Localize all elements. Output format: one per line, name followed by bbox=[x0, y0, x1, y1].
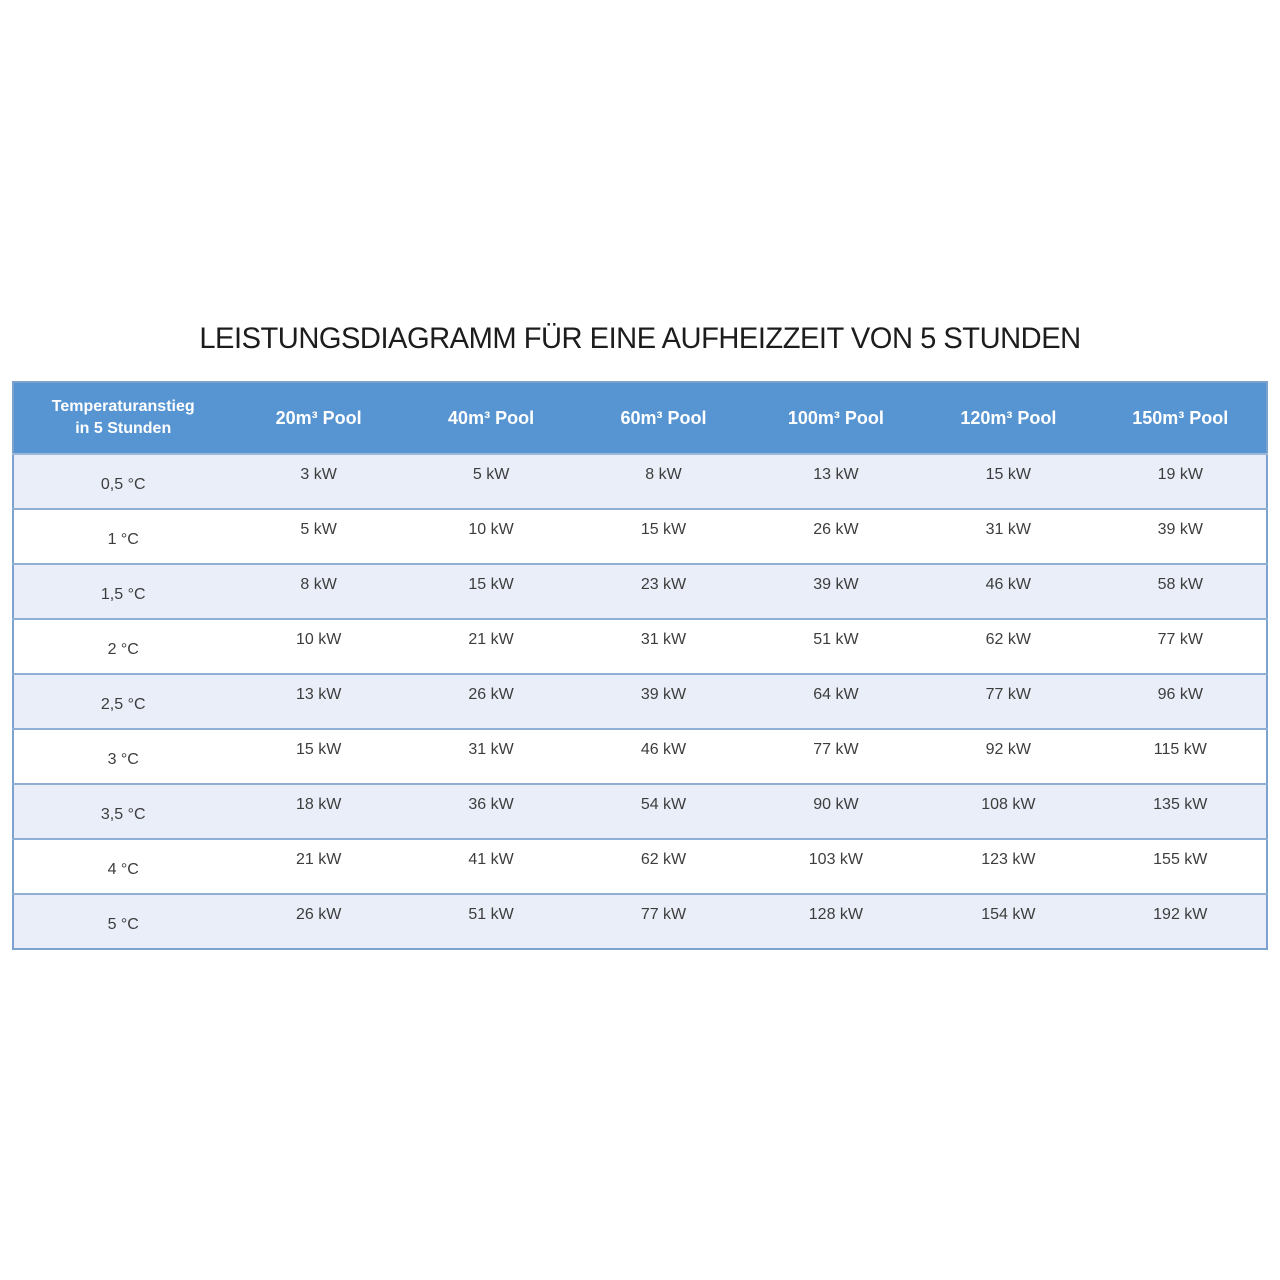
power-value-cell: 18 kW bbox=[232, 784, 404, 839]
power-value-cell: 31 kW bbox=[577, 619, 749, 674]
power-value-cell: 36 kW bbox=[405, 784, 577, 839]
table-row bbox=[13, 564, 1267, 619]
table-row bbox=[13, 674, 1267, 729]
power-value-cell: 77 kW bbox=[750, 729, 922, 784]
power-value-cell: 39 kW bbox=[577, 674, 749, 729]
temperature-cell: 1,5 °C bbox=[13, 564, 232, 619]
power-value-cell: 39 kW bbox=[750, 564, 922, 619]
power-value-cell: 3 kW bbox=[300, 466, 337, 483]
power-value-cell: 154 kW bbox=[922, 894, 1094, 949]
power-value-cell: 155 kW bbox=[1095, 839, 1267, 894]
power-value-cell: 8 kW bbox=[232, 564, 404, 619]
column-header-temperature bbox=[13, 382, 232, 454]
power-value-cell: 10 kW bbox=[232, 619, 404, 674]
table-row bbox=[13, 894, 1267, 949]
temperature-cell: 3 °C bbox=[13, 729, 232, 784]
temperature-cell: 0,5 °C bbox=[100, 475, 146, 493]
power-value-cell: 77 kW bbox=[922, 674, 1094, 729]
power-value-cell: 15 kW bbox=[577, 509, 749, 564]
table-row bbox=[13, 454, 1267, 509]
power-value-cell: 15 kW bbox=[985, 466, 1031, 483]
table-row bbox=[13, 619, 1267, 674]
temperature-cell: 4 °C bbox=[13, 839, 232, 894]
power-value-cell: 26 kW bbox=[232, 894, 404, 949]
power-value-cell: 21 kW bbox=[232, 839, 404, 894]
page-title: LEISTUNGSDIAGRAMM FÜR EINE AUFHEIZZEIT VON 5 STUNDEN bbox=[199, 322, 1081, 355]
power-value-cell: 192 kW bbox=[1095, 894, 1267, 949]
temperature-cell: 2 °C bbox=[13, 619, 232, 674]
power-value-cell: 103 kW bbox=[750, 839, 922, 894]
power-value-cell: 62 kW bbox=[577, 839, 749, 894]
table-row bbox=[13, 784, 1267, 839]
power-value-cell: 77 kW bbox=[577, 894, 749, 949]
power-value-cell: 46 kW bbox=[922, 564, 1094, 619]
power-value-cell: 13 kW bbox=[813, 466, 859, 483]
power-value-cell: 77 kW bbox=[1095, 619, 1267, 674]
table-row bbox=[13, 729, 1267, 784]
power-value-cell: 5 kW bbox=[472, 466, 510, 483]
power-value-cell: 21 kW bbox=[405, 619, 577, 674]
power-value-cell: 46 kW bbox=[577, 729, 749, 784]
heating-power-table bbox=[12, 381, 1268, 950]
column-header-pool: 40m³ Pool bbox=[405, 382, 577, 454]
temperature-cell: 1 °C bbox=[13, 509, 232, 564]
power-value-cell: 90 kW bbox=[750, 784, 922, 839]
power-value-cell: 135 kW bbox=[1095, 784, 1267, 839]
power-value-cell: 58 kW bbox=[1095, 564, 1267, 619]
power-value-cell: 8 kW bbox=[645, 466, 682, 483]
power-value-cell: 115 kW bbox=[1095, 729, 1267, 784]
power-value-cell: 51 kW bbox=[750, 619, 922, 674]
power-value-cell: 41 kW bbox=[405, 839, 577, 894]
power-value-cell: 64 kW bbox=[750, 674, 922, 729]
temperature-cell: 2,5 °C bbox=[13, 674, 232, 729]
table-row bbox=[13, 509, 1267, 564]
power-value-cell: 54 kW bbox=[577, 784, 749, 839]
power-value-cell: 26 kW bbox=[405, 674, 577, 729]
power-value-cell: 51 kW bbox=[405, 894, 577, 949]
temperature-header-line1: Temperaturanstieg bbox=[51, 398, 195, 416]
column-header-pool: 60m³ Pool bbox=[577, 382, 749, 454]
power-value-cell: 62 kW bbox=[922, 619, 1094, 674]
power-value-cell: 92 kW bbox=[922, 729, 1094, 784]
column-header-pool: 20m³ Pool bbox=[232, 382, 404, 454]
column-header-pool: 150m³ Pool bbox=[1095, 382, 1267, 454]
table-row bbox=[13, 839, 1267, 894]
power-value-cell: 31 kW bbox=[405, 729, 577, 784]
power-value-cell: 15 kW bbox=[232, 729, 404, 784]
power-value-cell: 128 kW bbox=[750, 894, 922, 949]
power-value-cell: 39 kW bbox=[1095, 509, 1267, 564]
power-value-cell: 10 kW bbox=[405, 509, 577, 564]
power-value-cell: 123 kW bbox=[922, 839, 1094, 894]
power-value-cell: 5 kW bbox=[232, 509, 404, 564]
power-value-cell: 108 kW bbox=[922, 784, 1094, 839]
temperature-cell: 3,5 °C bbox=[13, 784, 232, 839]
power-value-cell: 23 kW bbox=[577, 564, 749, 619]
temperature-header-line2: in 5 Stunden bbox=[75, 420, 172, 437]
power-value-cell: 26 kW bbox=[750, 509, 922, 564]
header-row bbox=[13, 382, 1267, 454]
power-value-cell: 15 kW bbox=[405, 564, 577, 619]
power-value-cell: 31 kW bbox=[922, 509, 1094, 564]
column-header-pool: 120m³ Pool bbox=[922, 382, 1094, 454]
temperature-cell: 5 °C bbox=[13, 894, 232, 949]
power-value-cell: 19 kW bbox=[1157, 466, 1203, 483]
power-value-cell: 13 kW bbox=[232, 674, 404, 729]
power-value-cell: 96 kW bbox=[1095, 674, 1267, 729]
table-body bbox=[13, 454, 1267, 949]
column-header-pool: 100m³ Pool bbox=[750, 382, 922, 454]
